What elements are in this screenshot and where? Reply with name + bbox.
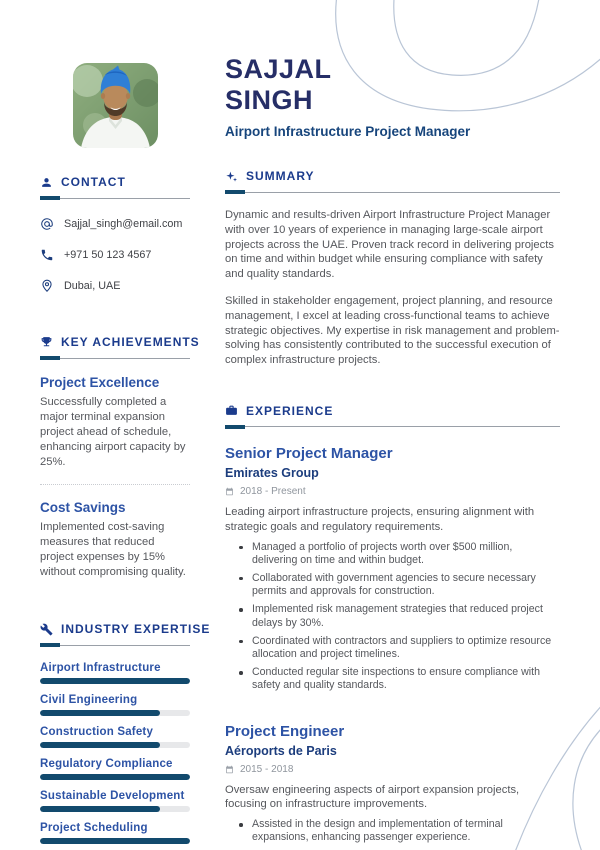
profile-photo [73, 63, 158, 148]
skill-bar-fill [40, 678, 190, 684]
skill-bar-track [40, 678, 190, 684]
job-bullet: Coordinated with contractors and suppliers to optimize resource allocation and project timelines. [225, 635, 560, 661]
dotted-divider [40, 484, 190, 485]
section-divider [225, 190, 560, 194]
summary-section [225, 169, 560, 368]
main-column [225, 54, 560, 845]
skill-bar-fill [40, 806, 160, 812]
skill-label: Sustainable Development [40, 790, 185, 802]
contact-phone-text: +971 50 123 4567 [64, 249, 152, 261]
skill-bar-track [40, 838, 190, 844]
skill-item [40, 758, 190, 780]
job-bullet: Assisted in the design and implementation of terminal expansions, enhancing passenger experience. [225, 818, 560, 844]
skill-item [40, 662, 190, 684]
contact-item-location [40, 279, 190, 293]
calendar-icon [225, 487, 234, 496]
achievement-text: Implemented cost-saving measures that reduced project expenses by 15% without compromising quality. [40, 521, 186, 578]
achievement-text: Successfully completed a major terminal expansion project ahead of schedule, enhancing airport capacity by 25%. [40, 396, 186, 468]
job-company: Emirates Group [225, 465, 319, 480]
skill-bar-track [40, 742, 190, 748]
job-bullet: Collaborated with government agencies to secure necessary permits and approvals for construction. [225, 572, 560, 598]
skill-label: Regulatory Compliance [40, 758, 173, 770]
job-dates [225, 764, 560, 775]
skill-item [40, 726, 190, 748]
job-dates [225, 486, 560, 497]
skill-label: Civil Engineering [40, 694, 138, 706]
skill-label: Construction Safety [40, 726, 154, 738]
skill-item [40, 694, 190, 716]
skill-bar-fill [40, 742, 160, 748]
contact-section [40, 175, 190, 293]
job-description: Leading airport infrastructure projects, ensuring alignment with strategic goals and regulatory requirements. [225, 505, 535, 533]
skill-bar-track [40, 806, 190, 812]
first-name: SAJJAL [225, 54, 332, 84]
sparkles-icon [225, 170, 238, 183]
person-icon [40, 176, 53, 189]
job-title: Airport Infrastructure Project Manager [225, 124, 471, 139]
skill-bar-fill [40, 838, 190, 844]
job-dates-text: 2018 - Present [240, 485, 306, 497]
job-bullet: Conducted regular site inspections to ensure compliance with safety and quality standards. [225, 666, 560, 692]
expertise-title: INDUSTRY EXPERTISE [61, 622, 211, 636]
achievements-section-header [40, 335, 200, 349]
job-role: Senior Project Manager [225, 444, 393, 462]
achievements-section [40, 335, 200, 580]
skill-bar-fill [40, 710, 160, 716]
achievement-heading: Project Excellence [40, 375, 160, 390]
calendar-icon [225, 765, 234, 774]
experience-entry [225, 445, 560, 693]
job-bullet-list [225, 541, 560, 693]
contact-item-email [40, 217, 190, 231]
skill-bar-track [40, 710, 190, 716]
sidebar [40, 63, 211, 844]
email-icon [40, 217, 54, 231]
experience-section [225, 404, 560, 845]
summary-title: SUMMARY [246, 169, 315, 183]
experience-section-header [225, 404, 560, 418]
achievement-item [40, 375, 190, 470]
phone-icon [40, 248, 54, 262]
job-description: Oversaw engineering aspects of airport expansion projects, focusing on infrastructure improvements. [225, 783, 520, 811]
section-divider [40, 356, 190, 360]
summary-section-header [225, 169, 560, 183]
skill-bar-track [40, 774, 190, 780]
expertise-section-header [40, 622, 211, 636]
achievements-title: KEY ACHIEVEMENTS [61, 335, 200, 349]
job-bullet: Managed a portfolio of projects worth over $500 million, delivering on time and within budget. [225, 541, 560, 567]
contact-item-phone [40, 248, 190, 262]
last-name: SINGH [225, 85, 314, 115]
contact-email-text: Sajjal_singh@email.com [64, 218, 183, 230]
skill-label: Project Scheduling [40, 822, 148, 834]
achievement-heading: Cost Savings [40, 500, 126, 515]
skill-label: Airport Infrastructure [40, 662, 161, 674]
location-icon [40, 279, 54, 293]
skill-item [40, 822, 190, 844]
trophy-icon [40, 336, 53, 349]
expertise-section [40, 622, 211, 844]
skill-bar-fill [40, 774, 190, 780]
summary-paragraph: Dynamic and results-driven Airport Infrastructure Project Manager with over 10 years of experience in managing large-scale airport projects across the UAE. Proven track record in delivering projects on time and within budget while ensuring compliance with safety and quality standards. [225, 209, 554, 281]
section-divider [40, 643, 190, 647]
job-bullet: Implemented risk management strategies that reduced project delays by 30%. [225, 603, 560, 629]
experience-entry [225, 723, 560, 845]
contact-location-text: Dubai, UAE [64, 280, 121, 292]
section-divider [225, 425, 560, 429]
candidate-name [225, 54, 560, 116]
section-divider [40, 196, 190, 200]
contact-title: CONTACT [61, 175, 126, 189]
job-bullet-list [225, 818, 560, 844]
experience-title: EXPERIENCE [246, 403, 334, 418]
contact-section-header [40, 175, 190, 189]
achievement-item [40, 500, 190, 580]
job-company: Aéroports de Paris [225, 743, 337, 758]
briefcase-icon [225, 404, 238, 417]
wrench-icon [40, 623, 53, 636]
job-role: Project Engineer [225, 722, 345, 740]
summary-paragraph: Skilled in stakeholder engagement, project planning, and resource management, I excel at leading cross-functional teams to achieve strategic objectives. My expertise in risk management and problem-solving has consistently contributed to the successful execution of complex infrastructure projects. [225, 294, 560, 367]
skill-item [40, 790, 190, 812]
job-dates-text: 2015 - 2018 [240, 763, 294, 775]
